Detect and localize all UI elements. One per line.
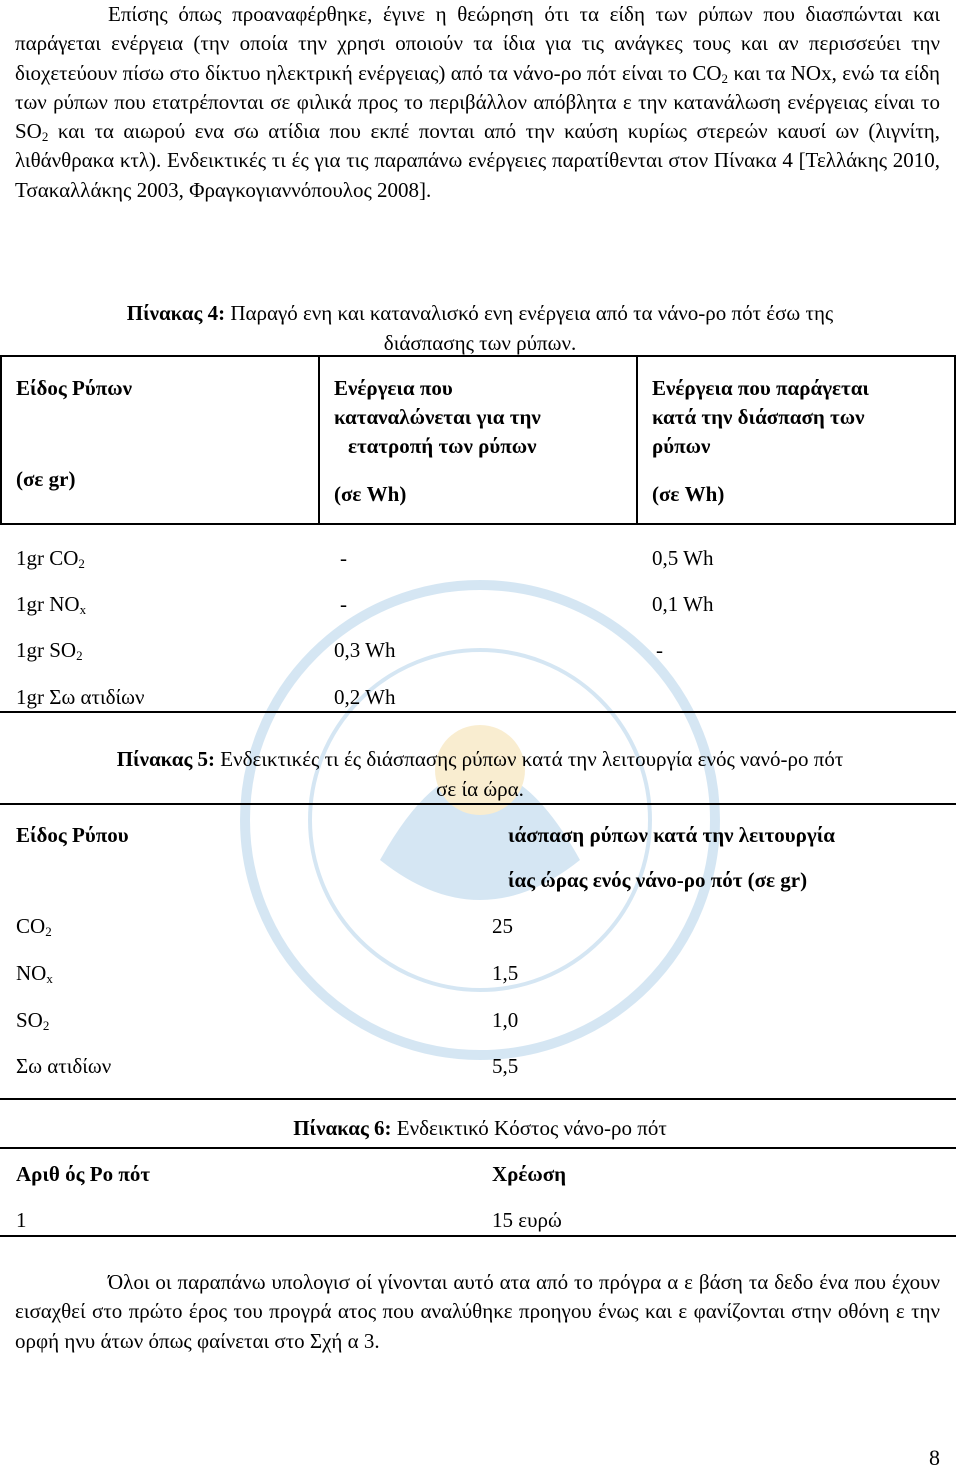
table-row-pollutant: $CO_2$ xyxy=(16,914,52,939)
table4-header-pollutant-unit: (σε gr) xyxy=(16,467,76,491)
watermark-logo xyxy=(230,560,730,1080)
table4-header-consumed: Ενέργεια που καταναλώνεται για την ετατροπή των ρύπων xyxy=(334,376,541,458)
table6-header-count: Αριθ ός Ρο πότ xyxy=(16,1162,150,1186)
table5-header-decomposition-2: ίας ώρας ενός νάνο-ρο πότ (σε gr) xyxy=(508,868,808,892)
table-row-consumed: 0,2 Wh xyxy=(334,685,396,709)
table-row-charge: 15 ευρώ xyxy=(492,1208,562,1232)
table5-header-pollutant: Είδος Ρύπου xyxy=(16,823,129,847)
table5-caption: Πίνακας 5: Ενδεικτικές τι ές διάσπασης ρύπων κατά την λειτουργία ενός νανό-ρο πότ σε ία ώρα. xyxy=(116,747,844,801)
table-row-pollutant: Σω ατιδίων xyxy=(16,1054,112,1078)
table-row-pollutant: 1gr Σω ατιδίων xyxy=(16,685,145,709)
table-row-pollutant: 1gr $NO_x$ xyxy=(16,592,87,617)
table-row-consumed: - xyxy=(340,546,347,570)
table-row-value: 1,5 xyxy=(492,961,519,985)
table-row-value: 1,0 xyxy=(492,1008,519,1032)
closing-paragraph: Όλοι οι παραπάνω υπολογισ οί γίνονται αυτό ατα από το πρόγρα α ε βάση τα δεδο ένα που έχουν εισαχθεί στο πρώτο έρος του προγρά ατος που αναλύθηκε προηγου ένως και ε φανίζονται στην οθόνη ε την ορφή ηνυ άτων όπως φαίνεται στο Σχή α 3. xyxy=(15,1270,940,1353)
table-row-pollutant: 1gr $CO_2$ xyxy=(16,546,85,571)
table4-header-produced-unit: (σε Wh) xyxy=(652,482,725,506)
table6-header-charge: Χρέωση xyxy=(492,1162,567,1186)
table-row-pollutant: $SO_2$ xyxy=(16,1008,50,1033)
table-row-produced: 0,5 Wh xyxy=(652,546,714,570)
table-row-value: 5,5 xyxy=(492,1054,519,1078)
intro-paragraph: Επίσης όπως προαναφέρθηκε, έγινε η θεώρηση ότι τα είδη των ρύπων που διασπώνται και παράγεται ενέργεια (την οποία την χρησι οποιούν τα ίδια για τις ανάγκες τους και αν περισσεύει την διοχετεύουν πίσω στο δίκτυο ηλεκτρική ενέργειας) από τα νάνο-ρο πότ είναι το $CO_2$ και τα NOx, ενώ τα είδη των ρύπων που ετατρέπονται σε φιλικά προς το περιβάλλον απόβλητα ε την κατανάλωση ενέργειας είναι το $SO_2$ και τα αιωρού ενα σω ατίδια που εκπέ πονται από την καύση κυρίως στερεών καυσί ων (λιγνίτη, λιθάνθρακα κτλ). Ενδεικτικές τι ές για τις παραπάνω ενέργειες παρατίθενται στον Πίνακα 4 [Τελλάκης 2010, Τσακαλλάκης 2003, Φραγκογιαννόπουλος 2008]. xyxy=(15,2,940,202)
table-row-pollutant: $NO_x$ xyxy=(16,961,53,986)
table4-header-produced: Ενέργεια που παράγεται κατά την διάσπαση των ρύπων xyxy=(652,376,869,458)
table-row-pollutant: 1gr $SO_2$ xyxy=(16,638,83,663)
table-row-consumed: 0,3 Wh xyxy=(334,638,396,662)
table4-header-consumed-unit: (σε Wh) xyxy=(334,482,407,506)
page-number: 8 xyxy=(929,1445,940,1470)
table-row-value: 25 xyxy=(492,914,513,938)
table-row-count: 1 xyxy=(16,1208,27,1232)
table5-header-decomposition: ιάσπαση ρύπων κατά την λειτουργία xyxy=(508,823,835,847)
table-row-produced: 0,1 Wh xyxy=(652,592,714,616)
table-row-produced: - xyxy=(656,638,663,662)
table4-header-pollutant: Είδος Ρύπων xyxy=(16,376,132,400)
table-row-consumed: - xyxy=(340,592,347,616)
table6-caption: Πίνακας 6: Ενδεικτικό Κόστος νάνο-ρο πότ xyxy=(293,1116,667,1140)
table4-caption: Πίνακας 4: Παραγό ενη και καταναλισκό ενη ενέργεια από τα νάνο-ρο πότ έσω της διάσπασης των ρύπων. xyxy=(126,301,834,355)
